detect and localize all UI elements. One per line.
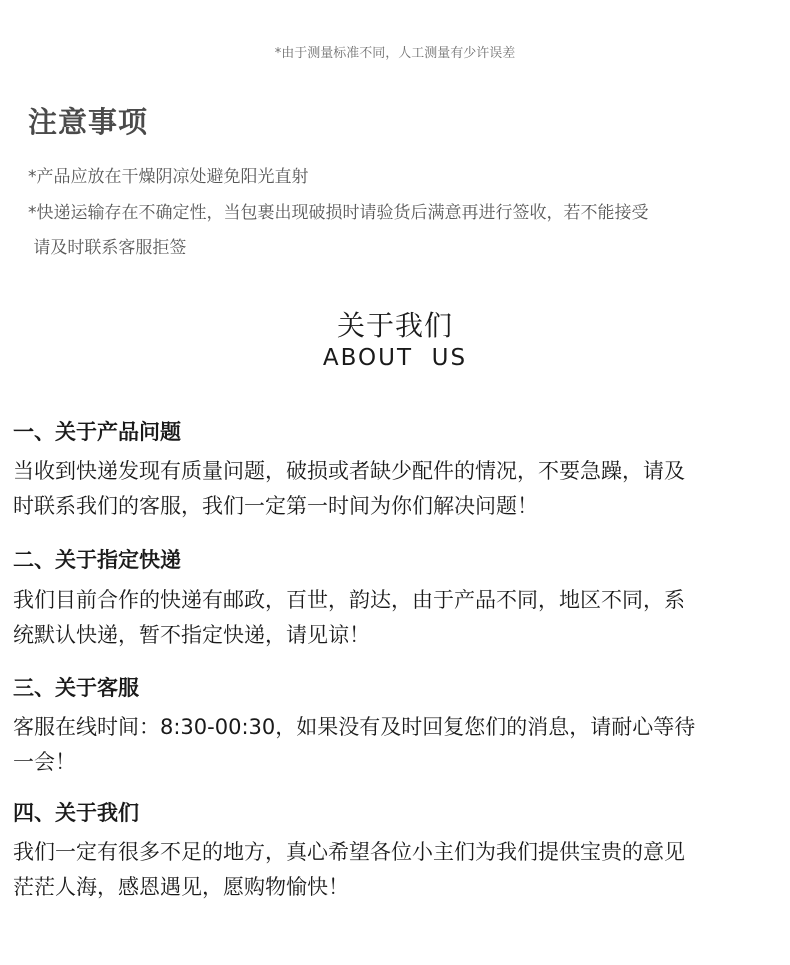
section-text-line: 客服在线时间：8:30-00:30，如果没有及时回复您们的消息，请耐心等待: [13, 715, 696, 739]
section-text-line: 茫茫人海，感恩遇见，愿购物愉快！: [13, 875, 349, 899]
section-text-line: 统默认快递，暂不指定快递，请见谅！: [13, 623, 370, 647]
section-heading-product: 一、关于产品问题: [13, 420, 181, 444]
notice-heading: 注意事项: [28, 105, 149, 139]
section-heading-about: 四、关于我们: [13, 801, 139, 825]
notice-line: *快递运输存在不确定性，当包裹出现破损时请验货后满意再进行签收，若不能接受: [28, 203, 649, 223]
section-heading-courier: 二、关于指定快递: [13, 548, 181, 572]
section-text-line: 我们目前合作的快递有邮政，百世，韵达，由于产品不同，地区不同，系: [13, 588, 685, 612]
about-title: 关于我们: [336, 309, 453, 342]
section-heading-service: 三、关于客服: [13, 676, 139, 700]
measurement-note: *由于测量标准不同，人工测量有少许误差: [274, 46, 516, 61]
notice-line: *产品应放在干燥阴凉处避免阳光直射: [28, 167, 309, 187]
about-subtitle: ABOUT US: [322, 345, 468, 371]
section-text-line: 我们一定有很多不足的地方，真心希望各位小主们为我们提供宝贵的意见: [13, 840, 685, 864]
section-text-line: 当收到快递发现有质量问题，破损或者缺少配件的情况，不要急躁，请及: [13, 459, 685, 483]
section-text-line: 时联系我们的客服，我们一定第一时间为你们解决问题！: [13, 494, 538, 518]
section-text-line: 一会！: [13, 750, 76, 774]
notice-line: 请及时联系客服拒签: [28, 238, 187, 258]
